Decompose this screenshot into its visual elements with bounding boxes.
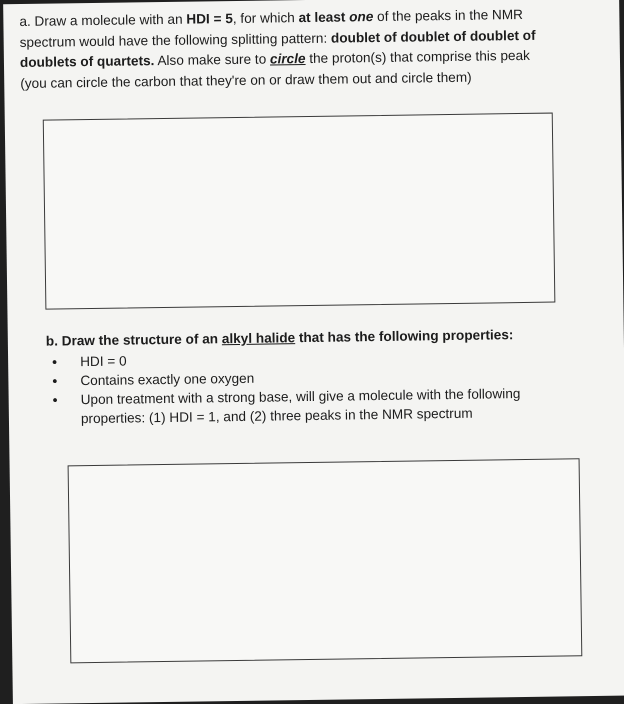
question-a-suffix: the proton(s) that comprise this peak (you can circle the carbon that they're on or draw them out and circle them) xyxy=(20,47,530,91)
question-a-pattern: doublet of doublet of doublet of doublets of quartets. xyxy=(19,27,536,70)
question-a-hdi: HDI = 5 xyxy=(186,11,233,27)
question-b-alkyl-halide: alkyl halide xyxy=(221,330,296,347)
properties-list xyxy=(46,345,567,428)
question-a-mid2: of the peaks in the NMR spectrum would have the following splitting pattern: xyxy=(19,6,524,50)
question-b-text xyxy=(46,324,567,428)
property-item: • Contains exactly one oxygen xyxy=(46,364,566,390)
question-a-paragraph xyxy=(19,5,540,94)
question-b-suffix: that has the following properties: xyxy=(295,327,514,346)
question-a-mid3: Also make sure to xyxy=(154,51,271,69)
question-a-at-least: at least xyxy=(298,9,350,26)
property-item: • HDI = 0 xyxy=(46,345,566,371)
worksheet-page xyxy=(3,0,624,704)
question-a-text xyxy=(19,5,540,94)
question-a-circle: circle xyxy=(269,51,306,67)
question-b-prefix: b. Draw the structure of an xyxy=(45,331,222,349)
answer-box-a[interactable] xyxy=(43,113,556,310)
answer-box-b[interactable] xyxy=(68,458,583,663)
question-a-one: one xyxy=(349,9,374,25)
property-item: • Upon treatment with a strong base, will give a molecule with the following properties: (1) HDI = 1, and (2) three peaks in the NMR spectrum xyxy=(47,383,567,428)
question-a-prefix: a. Draw a molecule with an xyxy=(19,11,187,29)
question-a-mid1: , for which xyxy=(232,10,299,27)
